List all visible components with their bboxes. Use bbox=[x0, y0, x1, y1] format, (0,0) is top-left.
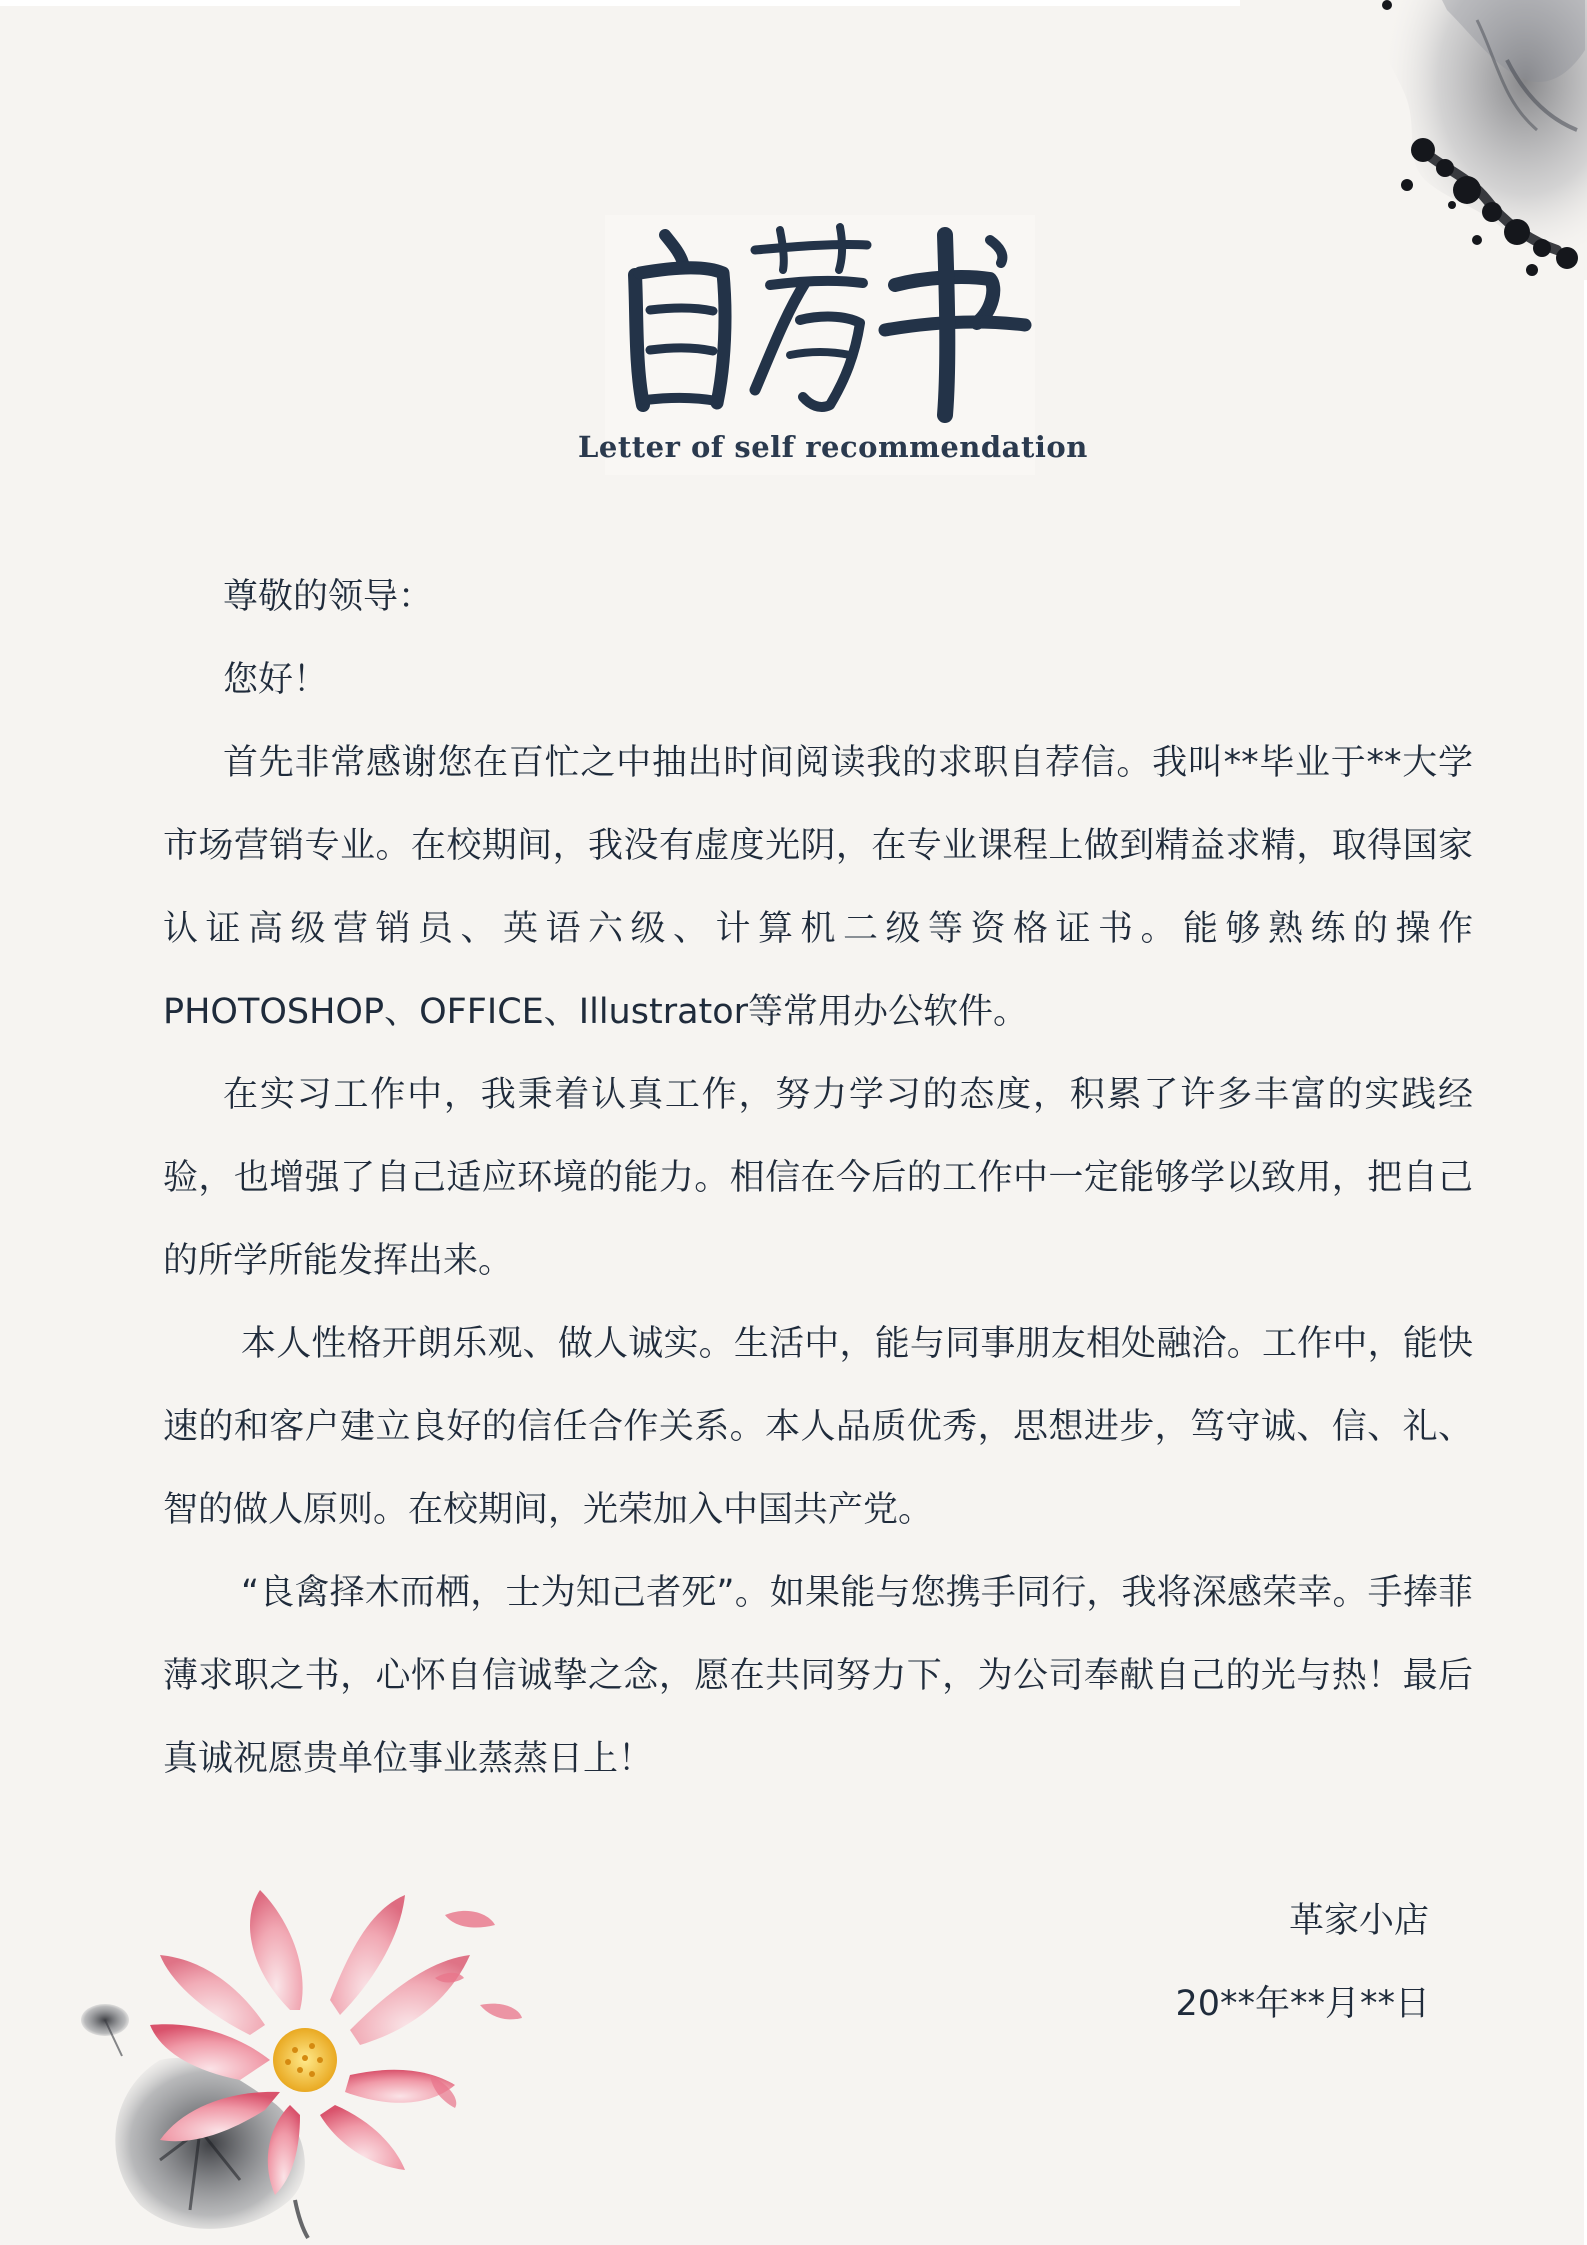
letter-paragraph: “良禽择木而栖，士为知己者死”。如果能与您携手同行，我将深感荣幸。手捧菲薄求职之书，心怀自信诚挚之念，愿在共同努力下，为公司奉献自己的光与热！最后真诚祝愿贵单位事业蒸蒸日上！ bbox=[163, 1573, 1473, 1779]
title-subtitle: Letter of self recommendation bbox=[578, 430, 1088, 464]
letter-paragraph: 在实习工作中，我秉着认真工作，努力学习的态度，积累了许多丰富的实践经验，也增强了自己适应环境的能力。相信在今后的工作中一定能够学以致用，把自己的所学所能发挥出来。 bbox=[163, 1075, 1473, 1281]
letter-greeting: 您好！ bbox=[223, 660, 329, 700]
letter-salutation: 尊敬的领导： bbox=[223, 577, 434, 617]
top-edge bbox=[0, 0, 1240, 6]
letter-body bbox=[163, 556, 1473, 1801]
signature-name: 革家小店 bbox=[1288, 1901, 1429, 1941]
signature-date: 20**年**月**日 bbox=[1175, 1984, 1430, 2024]
signature-block bbox=[1100, 1880, 1430, 2046]
letter-paragraph: 首先非常感谢您在百忙之中抽出时间阅读我的求职自荐信。我叫**毕业于**大学市场营销专业。在校期间，我没有虚度光阴，在专业课程上做到精益求精，取得国家认证高级营销员、英语六级、计算机二级等资格证书。能够熟练的操作PHOTOSHOP、OFFICE、Illustrator等常用办公软件。 bbox=[163, 743, 1473, 1032]
ink-splash-decoration bbox=[1327, 0, 1587, 290]
letter-paragraph: 本人性格开朗乐观、做人诚实。生活中，能与同事朋友相处融洽。工作中，能快速的和客户建立良好的信任合作关系。本人品质优秀，思想进步，笃守诚、信、礼、智的做人原则。在校期间，光荣加入中国共产党。 bbox=[163, 1324, 1473, 1530]
lotus-flower-decoration bbox=[50, 1860, 590, 2240]
